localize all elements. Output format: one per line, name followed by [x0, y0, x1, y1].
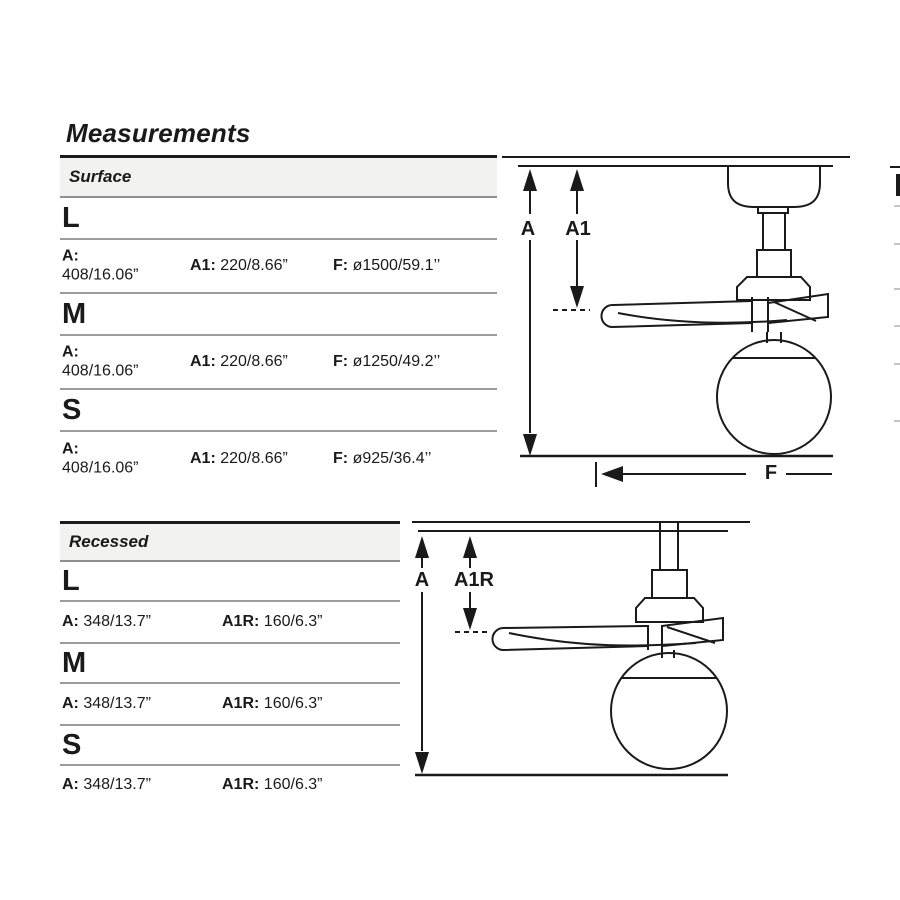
blade-twist-line	[667, 627, 715, 643]
surface-table	[60, 155, 497, 486]
globe-stem	[767, 332, 781, 343]
measurement-a: A: 348/13.7”	[62, 776, 151, 793]
cropped-content-fragment	[894, 325, 900, 327]
cropped-content-fragment	[894, 243, 900, 245]
dim-label-a1r: A1R	[453, 569, 494, 591]
size-label: L	[62, 201, 80, 234]
surface-row-l-values	[60, 240, 497, 294]
dim-label-a1: A1	[562, 219, 594, 239]
size-row-l	[60, 198, 497, 240]
cropped-content-fragment	[894, 363, 900, 365]
cropped-content-fragment	[894, 420, 900, 422]
measurement-a1: A1: 220/8.66”	[190, 257, 288, 274]
measurement-a1r: A1R: 160/6.3”	[222, 695, 323, 712]
size-label: M	[62, 646, 87, 679]
recessed-table-header	[60, 521, 400, 562]
cropped-content-fragment	[894, 205, 900, 207]
size-label: S	[62, 728, 82, 761]
arrowhead-up	[415, 536, 429, 558]
arrowhead-left	[601, 466, 623, 482]
motor-housing	[636, 598, 703, 622]
arrowhead-down	[523, 434, 537, 456]
size-row-l	[60, 562, 400, 602]
fan-canopy	[728, 166, 820, 207]
recessed-header-label: Recessed	[69, 532, 149, 551]
page-title: Measurements	[66, 118, 251, 148]
size-row-m	[60, 644, 400, 684]
size-row-s	[60, 390, 497, 432]
surface-row-m-values	[60, 336, 497, 390]
recessed-mount-diagram	[400, 500, 770, 800]
cropped-content-fragment	[894, 288, 900, 290]
measurement-a1r: A1R: 160/6.3”	[222, 776, 323, 793]
measurement-f: F: ø1500/59.1’’	[333, 257, 441, 274]
measurement-a: A: 408/16.06”	[62, 440, 139, 477]
surface-row-s-values	[60, 432, 497, 486]
blade-edge-curve	[618, 313, 787, 323]
recessed-table	[60, 521, 400, 804]
measurement-a1: A1: 220/8.66”	[190, 450, 288, 467]
cropped-content-fragment	[890, 166, 900, 168]
surface-header-label: Surface	[69, 167, 132, 186]
measurement-a1r: A1R: 160/6.3”	[222, 613, 323, 630]
dim-label-f: F	[758, 463, 784, 483]
size-label: S	[62, 393, 82, 426]
measurement-f: F: ø1250/49.2’’	[333, 353, 441, 370]
surface-mount-diagram	[490, 140, 900, 500]
recessed-row-l-values	[60, 602, 400, 644]
blade-edge-curve	[509, 633, 696, 646]
arrowhead-up	[523, 169, 537, 191]
motor-housing	[737, 277, 810, 300]
arrowhead-down	[570, 286, 584, 308]
measurement-a1: A1: 220/8.66”	[190, 353, 288, 370]
size-row-s	[60, 726, 400, 766]
dim-label-a: A	[412, 570, 432, 590]
recessed-row-s-values	[60, 766, 400, 804]
cropped-content-fragment	[896, 174, 900, 196]
arrowhead-up	[570, 169, 584, 191]
recessed-row-m-values	[60, 684, 400, 726]
measurement-f: F: ø925/36.4’’	[333, 450, 432, 467]
measurement-a: A: 408/16.06”	[62, 247, 139, 284]
size-label: M	[62, 297, 87, 330]
surface-table-header	[60, 155, 497, 198]
measurement-a: A: 408/16.06”	[62, 343, 139, 380]
dim-label-a: A	[518, 219, 538, 239]
blade-hub	[752, 297, 768, 332]
blade-twist-line	[774, 302, 816, 321]
fan-downrod	[660, 522, 678, 570]
fan-downrod	[763, 213, 785, 250]
arrowhead-down	[463, 608, 477, 630]
fan-blade-right	[768, 294, 828, 323]
globe-light	[611, 653, 727, 769]
arrowhead-down	[415, 752, 429, 774]
measurement-a: A: 348/13.7”	[62, 695, 151, 712]
downrod-collar	[757, 250, 791, 277]
measurement-a: A: 348/13.7”	[62, 613, 151, 630]
downrod-collar	[652, 570, 687, 598]
size-row-m	[60, 294, 497, 336]
size-label: L	[62, 564, 80, 597]
arrowhead-up	[463, 536, 477, 558]
